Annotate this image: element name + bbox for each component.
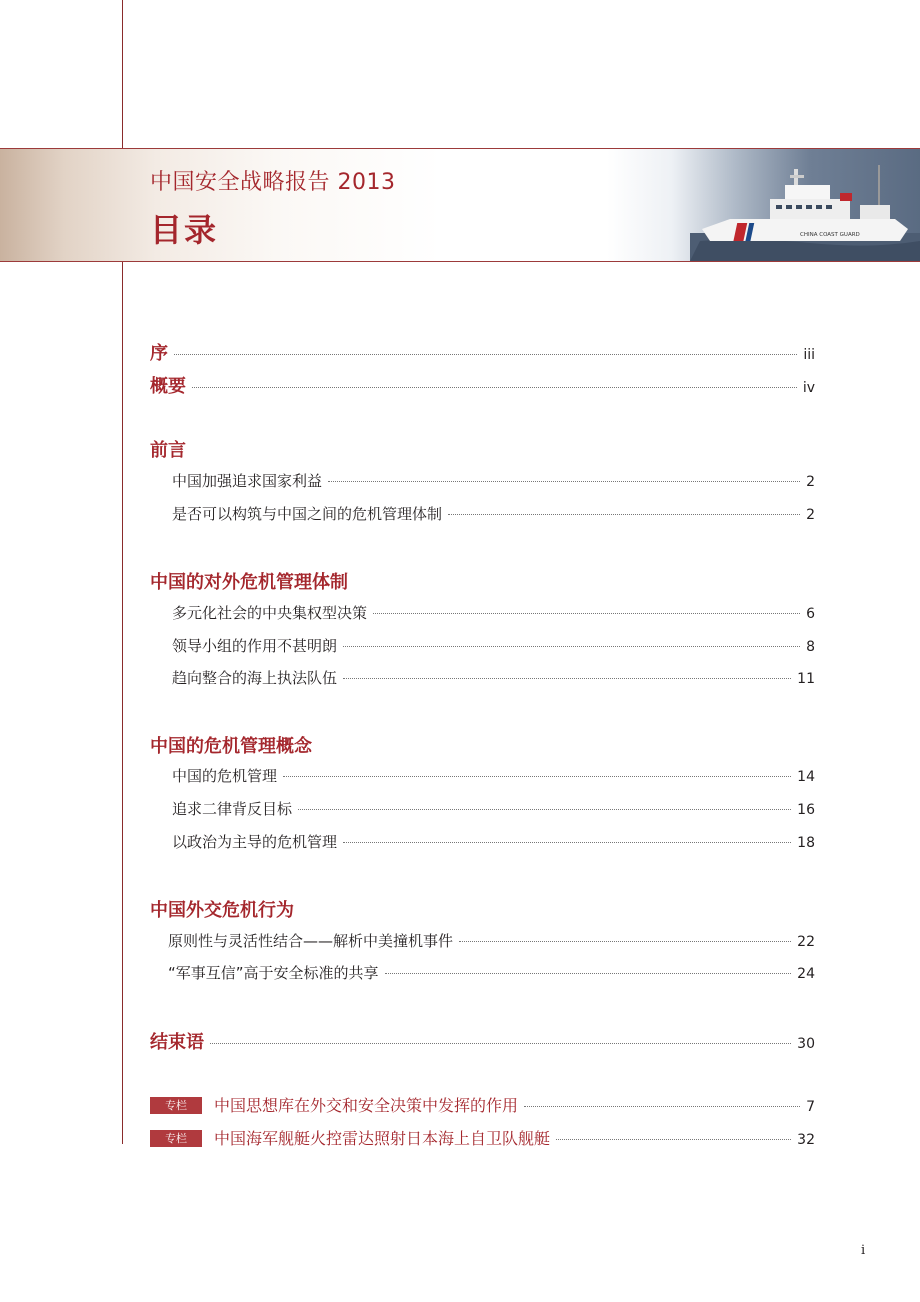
toc-page-number: 24 <box>797 966 815 982</box>
toc-entry[interactable] <box>172 635 815 656</box>
leader-dots <box>448 514 800 515</box>
ship-marking-text: CHINA COAST GUARD <box>800 232 860 238</box>
toc-column-entry[interactable] <box>150 1093 815 1116</box>
leader-dots <box>210 1043 791 1044</box>
toc-page-number: 11 <box>797 671 815 687</box>
page-title: 目录 <box>150 211 219 249</box>
leader-dots <box>328 481 800 482</box>
toc-entry[interactable] <box>172 667 815 688</box>
toc-page-number: 18 <box>797 835 815 851</box>
section-heading-behavior[interactable]: 中国外交危机行为 <box>150 900 294 921</box>
column-badge: 专栏 <box>150 1130 202 1147</box>
section-heading-concept[interactable]: 中国的危机管理概念 <box>150 736 312 757</box>
leader-dots <box>385 973 792 974</box>
page-number: i <box>861 1243 866 1258</box>
toc-entry-label: 序 <box>150 343 168 364</box>
leader-dots <box>343 678 791 679</box>
toc-entry[interactable] <box>172 765 815 786</box>
leader-dots <box>343 646 800 647</box>
toc-entry-label: 原则性与灵活性结合——解析中美撞机事件 <box>168 932 454 950</box>
toc-page-number: 6 <box>806 606 815 622</box>
toc-entry[interactable] <box>168 930 815 951</box>
toc-entry-label: 概要 <box>150 376 186 397</box>
toc-entry[interactable] <box>168 962 815 983</box>
toc-page-number: 14 <box>797 769 815 785</box>
toc-page-number: 30 <box>797 1036 815 1052</box>
toc-page-number: 7 <box>806 1099 815 1115</box>
toc-entry[interactable] <box>172 831 815 852</box>
leader-dots <box>343 842 791 843</box>
toc-entry[interactable] <box>172 503 815 524</box>
toc-entry-label: 领导小组的作用不甚明朗 <box>172 637 338 655</box>
toc-page-number: 32 <box>797 1132 815 1148</box>
toc-entry[interactable] <box>172 798 815 819</box>
toc-page-number: 8 <box>806 639 815 655</box>
column-badge: 专栏 <box>150 1097 202 1114</box>
leader-dots <box>174 354 797 355</box>
toc-entry-label: 趋向整合的海上执法队伍 <box>172 669 338 687</box>
toc-entry-summary[interactable] <box>150 372 815 398</box>
toc-entry-label: 中国的危机管理 <box>172 767 278 785</box>
toc-entry-label: “军事互信”高于安全标准的共享 <box>168 964 379 982</box>
leader-dots <box>459 941 791 942</box>
toc-page-number: 2 <box>806 507 815 523</box>
report-subtitle: 中国安全战略报告 2013 <box>150 170 396 195</box>
section-heading-intro[interactable]: 前言 <box>150 440 186 461</box>
toc-entry-label: 多元化社会的中央集权型决策 <box>172 604 368 622</box>
toc-page-number: iii <box>803 347 815 363</box>
toc-entry-preface[interactable] <box>150 339 815 365</box>
toc-entry[interactable] <box>172 602 815 623</box>
toc-page-number: 2 <box>806 474 815 490</box>
toc-entry-label: 以政治为主导的危机管理 <box>172 833 338 851</box>
toc-entry-label: 中国加强追求国家利益 <box>172 472 323 490</box>
toc-column-entry[interactable] <box>150 1126 815 1149</box>
leader-dots <box>283 776 791 777</box>
toc-entry-label: 追求二律背反目标 <box>172 800 293 818</box>
toc-entry-label: 结束语 <box>150 1032 204 1053</box>
toc-page-number: iv <box>802 380 815 396</box>
leader-dots <box>192 387 797 388</box>
toc-entry-label: 中国思想库在外交和安全决策中发挥的作用 <box>214 1096 519 1115</box>
toc-entry-conclusion[interactable] <box>150 1028 815 1054</box>
leader-dots <box>373 613 800 614</box>
toc-entry-label: 中国海军舰艇火控雷达照射日本海上自卫队舰艇 <box>214 1129 551 1148</box>
toc-entry-label: 是否可以构筑与中国之间的危机管理体制 <box>172 505 443 523</box>
toc-page-number: 16 <box>797 802 815 818</box>
leader-dots <box>298 809 791 810</box>
toc-entry[interactable] <box>172 470 815 491</box>
leader-dots <box>524 1106 800 1107</box>
toc-page-number: 22 <box>797 934 815 950</box>
leader-dots <box>556 1139 791 1140</box>
section-heading-system[interactable]: 中国的对外危机管理体制 <box>150 572 348 593</box>
